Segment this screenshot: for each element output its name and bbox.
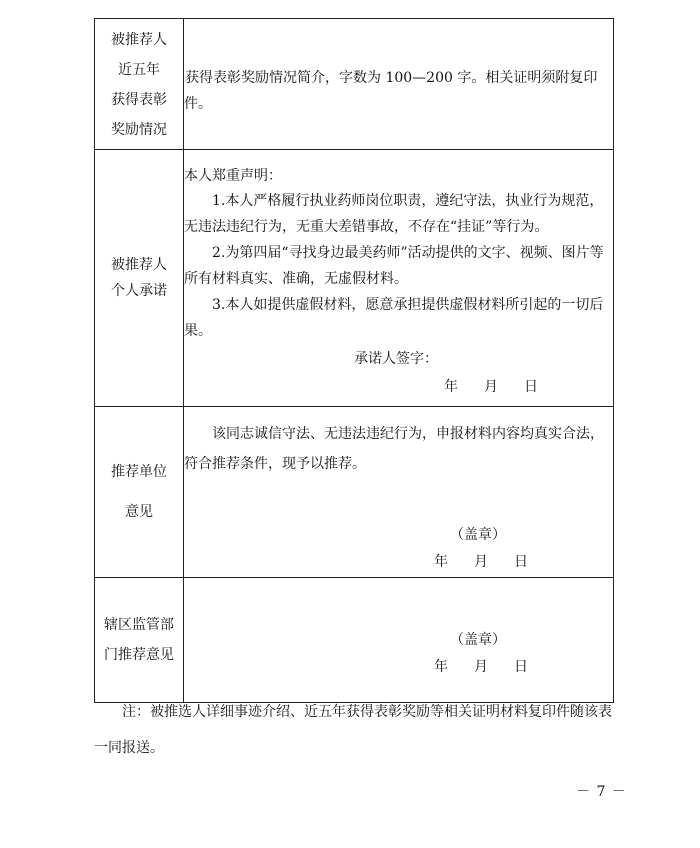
seal-label: （盖章） — [450, 527, 506, 543]
commitment-row — [95, 150, 614, 407]
date-year: 年 — [444, 379, 458, 395]
footnote: 注：被推选人详细事迹介绍、近五年获得表彰奖励等相关证明材料复印件随该表一同报送。 — [94, 704, 612, 756]
label-line: 推荐单位 — [111, 464, 167, 480]
date-day: 日 — [514, 554, 528, 570]
unit-opinion-content-cell — [184, 407, 614, 578]
declaration-title: 本人郑重声明： — [184, 168, 282, 184]
date-line — [184, 547, 613, 577]
date-year: 年 — [434, 554, 448, 570]
date-line — [184, 372, 613, 402]
page-number: － 7 － — [576, 784, 627, 800]
date-month: 月 — [474, 659, 488, 675]
recommendation-form-table — [94, 18, 614, 703]
label-line: 被推荐人 — [111, 32, 167, 48]
awards-label-cell — [95, 19, 184, 150]
seal-label: （盖章） — [450, 632, 506, 648]
commitment-content-cell — [184, 150, 614, 407]
awards-description: 获得表彰奖励情况简介，字数为 100—200 字。相关证明须附复印件。 — [184, 70, 598, 112]
date-month: 月 — [484, 379, 498, 395]
date-line — [184, 652, 613, 682]
declaration-item: 2.为第四届“寻找身边最美药师”活动提供的文字、视频、图片等所有材料真实、准确，无虚假材料。 — [184, 245, 604, 287]
date-year: 年 — [434, 659, 448, 675]
unit-opinion-row — [95, 407, 614, 578]
label-line: 门推荐意见 — [104, 647, 174, 663]
unit-opinion-text: 该同志诚信守法、无违法违纪行为，申报材料内容均真实合法，符合推荐条件，现予以推荐。 — [184, 426, 604, 472]
label-line: 个人承诺 — [111, 283, 167, 299]
awards-content-cell — [184, 19, 614, 150]
regulator-opinion-content-cell — [184, 578, 614, 703]
date-month: 月 — [474, 554, 488, 570]
awards-row — [95, 19, 614, 150]
label-line: 意见 — [125, 504, 153, 520]
label-line: 获得表彰 — [111, 92, 167, 108]
label-line: 被推荐人 — [111, 257, 167, 273]
regulator-opinion-row — [95, 578, 614, 703]
commitment-label-cell — [95, 150, 184, 407]
label-line: 近五年 — [118, 62, 160, 78]
regulator-opinion-label-cell — [95, 578, 184, 703]
date-day: 日 — [514, 659, 528, 675]
unit-opinion-label-cell — [95, 407, 184, 578]
signature-label: 承诺人签字： — [354, 351, 438, 367]
label-line: 奖励情况 — [111, 122, 167, 138]
label-line: 辖区监管部 — [104, 617, 174, 633]
date-day: 日 — [524, 379, 538, 395]
declaration-item: 1.本人严格履行执业药师岗位职责，遵纪守法，执业行为规范，无违法违纪行为，无重大差错事故，不存在“挂证”等行为。 — [184, 193, 604, 235]
declaration-item: 3.本人如提供虚假材料，愿意承担提供虚假材料所引起的一切后果。 — [184, 297, 604, 339]
